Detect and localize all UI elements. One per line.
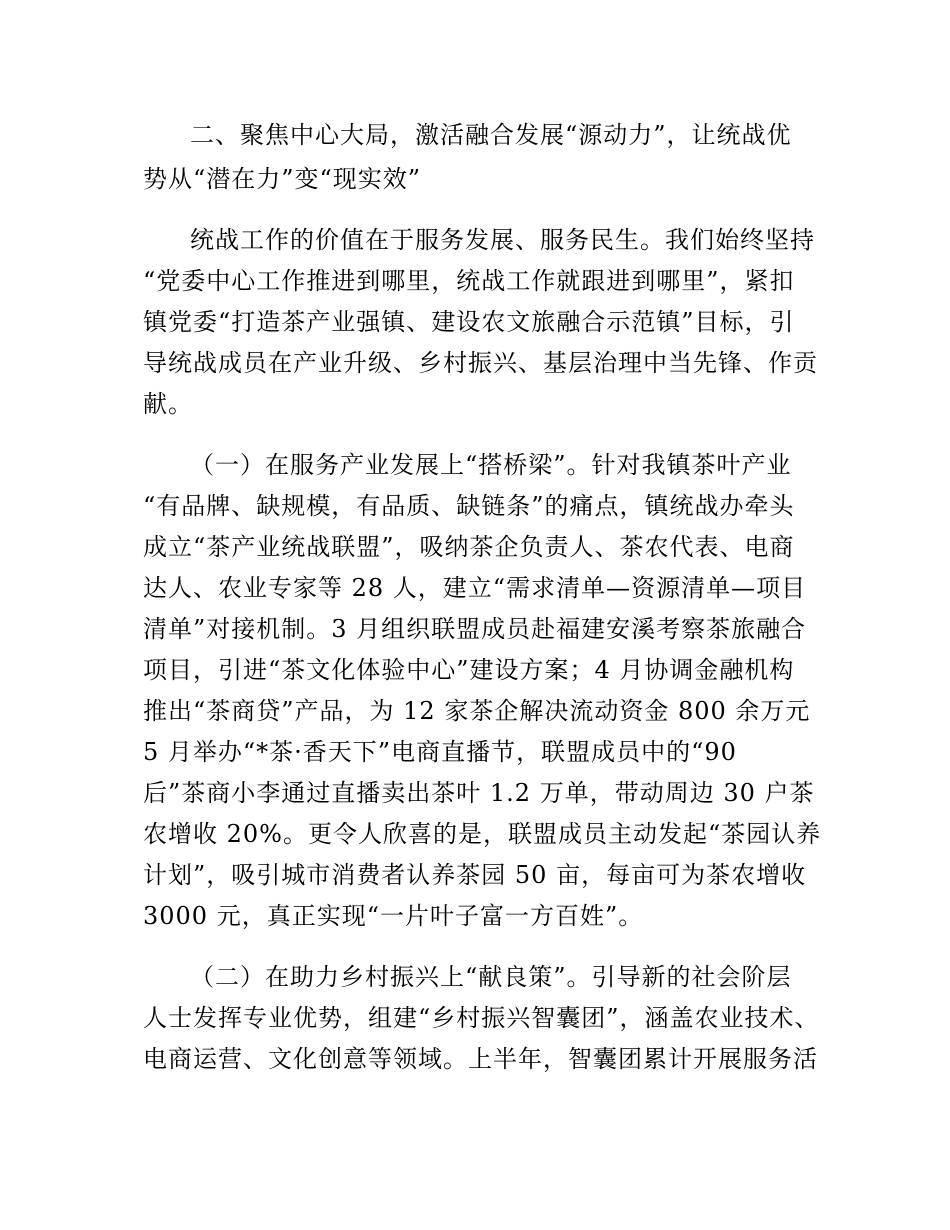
paragraph-line: 后”茶商小李通过直播卖出茶叶 1.2 万单，带动周边 30 户茶 bbox=[143, 779, 815, 807]
paragraph-line: 农增收 20%。更令人欣喜的是，联盟成员主动发起“茶园认养 bbox=[143, 820, 822, 848]
paragraph-line: “党委中心工作推进到哪里，统战工作就跟进到哪里”，紧扣 bbox=[143, 267, 795, 295]
paragraph-line: 计划”，吸引城市消费者认养茶园 50 亩，每亩可为茶农增收 bbox=[143, 861, 807, 889]
paragraph-line: 人士发挥专业优势，组建“乡村振兴智囊团”，涵盖农业技术、 bbox=[143, 1004, 820, 1032]
paragraph-line: 清单”对接机制。3 月组织联盟成员赴福建安溪考察茶旅融合 bbox=[143, 615, 807, 643]
paragraph-line: 导统战成员在产业升级、乡村振兴、基层治理中当先锋、作贡 bbox=[143, 349, 818, 377]
paragraph-line: 达人、农业专家等 28 人，建立“需求清单—资源清单—项目 bbox=[143, 574, 807, 602]
paragraph-line: “有品牌、缺规模，有品质、缺链条”的痛点，镇统战办牵头 bbox=[143, 492, 795, 520]
paragraph-line: 镇党委“打造茶产业强镇、建设农文旅融合示范镇”目标，引 bbox=[143, 308, 795, 336]
heading-line: 二、聚焦中心大局，激活融合发展“源动力”，让统战优 bbox=[190, 121, 792, 149]
paragraph-line: 电商运营、文化创意等领域。上半年，智囊团累计开展服务活 bbox=[143, 1045, 818, 1073]
paragraph-line: 献。 bbox=[143, 390, 193, 418]
paragraph-line: 推出“茶商贷”产品，为 12 家茶企解决流动资金 800 余万元 bbox=[143, 697, 811, 725]
paragraph-line: （二）在助力乡村振兴上“献良策”。引导新的社会阶层 bbox=[190, 963, 792, 991]
paragraph-line: （一）在服务产业发展上“搭桥梁”。针对我镇茶叶产业 bbox=[190, 451, 792, 479]
heading-line: 势从“潜在力”变“现实效” bbox=[143, 165, 422, 193]
paragraph-line: 3000 元，真正实现“一片叶子富一方百姓”。 bbox=[143, 902, 644, 930]
paragraph-line: 统战工作的价值在于服务发展、服务民生。我们始终坚持 bbox=[190, 226, 815, 254]
paragraph-line: 成立“茶产业统战联盟”，吸纳茶企负责人、茶农代表、电商 bbox=[143, 533, 795, 561]
paragraph-line: 项目，引进“茶文化体验中心”建设方案；4 月协调金融机构 bbox=[143, 656, 795, 684]
paragraph-line: 5 月举办“*茶·香天下”电商直播节，联盟成员中的“90 bbox=[143, 738, 737, 766]
